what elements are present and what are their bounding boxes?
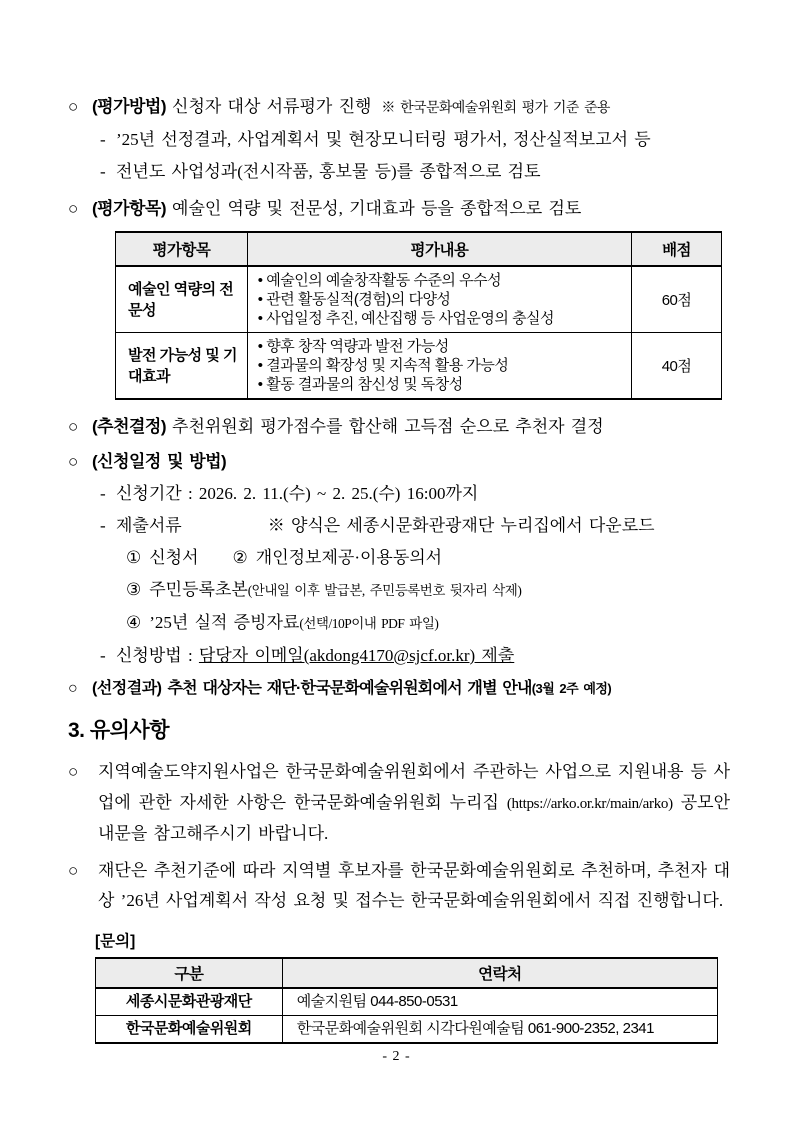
eval-row1-item3: • 사업일정 추진, 예산집행 등 사업운영의 충실성	[258, 309, 625, 328]
schedule-label: (신청일정 및 방법)	[92, 452, 227, 471]
eval-method-text: 신청자 대상 서류평가 진행	[172, 97, 372, 116]
circled-one-icon: ①	[126, 548, 142, 567]
recommend-label: (추천결정)	[92, 417, 167, 436]
contact-row2-org: 한국문화예술위원회	[96, 1015, 283, 1043]
eval-row2-items	[247, 333, 631, 400]
eval-method-note: ※ 한국문화예술위원회 평가 기준 준용	[381, 99, 610, 115]
doc-item3-text: 주민등록초본	[149, 580, 248, 599]
page-number: - 2 -	[382, 1049, 411, 1064]
circle-bullet-icon: ○	[68, 452, 79, 471]
evaluation-table-header-row	[116, 232, 722, 266]
notes-paragraph-2-text: 재단은 추천기준에 따라 지역별 후보자를 한국문화예술위원회로 추천하며, 추천자 대상 ’26년 사업계획서 작성 요청 및 접수는 한국문화예술위원회에서 직접 진행합니다.	[98, 860, 730, 910]
apply-method-label: 신청방법 :	[116, 646, 199, 665]
eval-row2-item1: • 향후 창작 역량과 발전 가능성	[258, 337, 625, 356]
notes-para1-part-a: 지역예술도약지원사업은 한국문화예술위원회에서 주관하는 사업으로 지원내용 등 사업에 관한 자세한 사항은 한국문화예술위원회 누리집	[98, 762, 730, 812]
schedule-line	[68, 449, 730, 474]
contact-row1-org: 세종시문화관광재단	[96, 988, 283, 1016]
circled-four-icon: ④	[126, 613, 142, 632]
eval-criteria-line	[68, 196, 730, 221]
doc-item2-text: 개인정보제공·이용동의서	[255, 548, 443, 567]
contact-col-org-header: 구분	[96, 958, 283, 988]
contact-row2-contact: 한국문화예술위원회 시각다원예술팀 061-900-2352, 2341	[282, 1015, 717, 1043]
dash-bullet-icon: -	[100, 162, 106, 181]
doc-item4-note: (선택/10P이내 PDF 파일)	[299, 616, 439, 631]
dash-bullet-icon: -	[100, 646, 106, 665]
eval-method-line	[68, 94, 730, 120]
doc-item3-note: (안내일 이후 발급본, 주민등록번호 뒷자리 삭제)	[247, 583, 522, 598]
table-row	[116, 333, 722, 400]
notes-para1-part-b: 공모안내문을 참고해주시기 바랍니다.	[98, 792, 730, 843]
doc-item-line-4	[68, 610, 730, 636]
circled-three-icon: ③	[126, 580, 142, 599]
result-note: (3월 2주 예정)	[531, 681, 612, 696]
eval-row1-items	[247, 266, 631, 333]
circle-bullet-icon: ○	[68, 680, 77, 697]
eval-criteria-label: (평가항목)	[92, 199, 167, 218]
dash-bullet-icon: -	[100, 516, 106, 535]
document-content	[68, 94, 730, 1044]
section-title-notes: 3. 유의사항	[68, 719, 169, 742]
eval-row1-item1: • 예술인의 예술창작활동 수준의 우수성	[258, 271, 625, 290]
eval-col-content-header: 평가내용	[247, 232, 631, 266]
apply-method-line	[68, 643, 730, 668]
eval-row2-item2: • 결과물의 확장성 및 지속적 활용 가능성	[258, 356, 625, 375]
contact-table	[95, 957, 718, 1044]
apply-method-email: 담당자 이메일(akdong4170@sjcf.or.kr) 제출	[198, 646, 515, 665]
circle-bullet-icon: ○	[68, 199, 79, 218]
eval-row1-item2: • 관련 활동실적(경험)의 다양성	[258, 290, 625, 309]
eval-row2-category: 발전 가능성 및 기대효과	[116, 333, 248, 400]
schedule-docs-line	[68, 513, 730, 538]
dash-bullet-icon: -	[100, 484, 106, 503]
table-row	[96, 988, 718, 1016]
dash-bullet-icon: -	[100, 130, 106, 149]
table-row	[116, 266, 722, 333]
doc-item1-text: 신청서	[149, 548, 199, 567]
circle-bullet-icon: ○	[68, 417, 79, 436]
eval-col-category-header: 평가항목	[116, 232, 248, 266]
eval-method-sub2	[68, 159, 730, 184]
contact-table-header-row	[96, 958, 718, 988]
evaluation-table	[115, 231, 722, 400]
recommend-text: 추천위원회 평가점수를 합산해 고득점 순으로 추천자 결정	[172, 417, 604, 436]
table-row	[96, 1015, 718, 1043]
contact-col-contact-header: 연락처	[282, 958, 717, 988]
result-label: (선정결과)	[92, 680, 162, 697]
circle-bullet-icon: ○	[68, 762, 79, 781]
notes-paragraph-1	[68, 757, 730, 850]
eval-row1-score: 60점	[632, 266, 722, 333]
eval-row2-score: 40점	[632, 333, 722, 400]
schedule-docs-label: 제출서류	[116, 516, 182, 535]
eval-method-sub2-text: 전년도 사업성과(전시작품, 홍보물 등)를 종합적으로 검토	[116, 162, 541, 181]
eval-col-score-header: 배점	[632, 232, 722, 266]
eval-method-sub1-text: ’25년 선정결과, 사업계획서 및 현장모니터링 평가서, 정산실적보고서 등	[116, 130, 651, 149]
schedule-period-text: 신청기간 : 2026. 2. 11.(수) ~ 2. 25.(수) 16:00까지	[116, 484, 479, 503]
schedule-period-line	[68, 481, 730, 506]
doc-item4-text: ’25년 실적 증빙자료	[149, 613, 300, 632]
notes-paragraph-2	[68, 856, 730, 917]
result-line	[68, 676, 730, 701]
schedule-docs-note: ※ 양식은 세종시문화관광재단 누리집에서 다운로드	[267, 516, 655, 535]
doc-item-line-1	[68, 545, 730, 570]
contact-section-label: [문의]	[95, 932, 136, 950]
notes-paragraph-1-text	[98, 757, 730, 850]
doc-item-line-3	[68, 577, 730, 603]
eval-row1-category: 예술인 역량의 전문성	[116, 266, 248, 333]
eval-method-sub1	[68, 127, 730, 152]
eval-criteria-text: 예술인 역량 및 전문성, 기대효과 등을 종합적으로 검토	[172, 199, 582, 218]
circled-two-icon: ②	[232, 548, 248, 567]
arko-url-text: (https://arko.or.kr/main/arko)	[506, 795, 673, 812]
circle-bullet-icon: ○	[68, 97, 79, 116]
contact-row1-contact: 예술지원팀 044-850-0531	[282, 988, 717, 1016]
circle-bullet-icon: ○	[68, 860, 79, 880]
eval-row2-item3: • 활동 결과물의 참신성 및 독창성	[258, 375, 625, 394]
eval-method-label: (평가방법)	[92, 97, 167, 116]
result-text: 추천 대상자는 재단·한국문화예술위원회에서 개별 안내	[167, 680, 532, 697]
recommend-line	[68, 414, 730, 439]
